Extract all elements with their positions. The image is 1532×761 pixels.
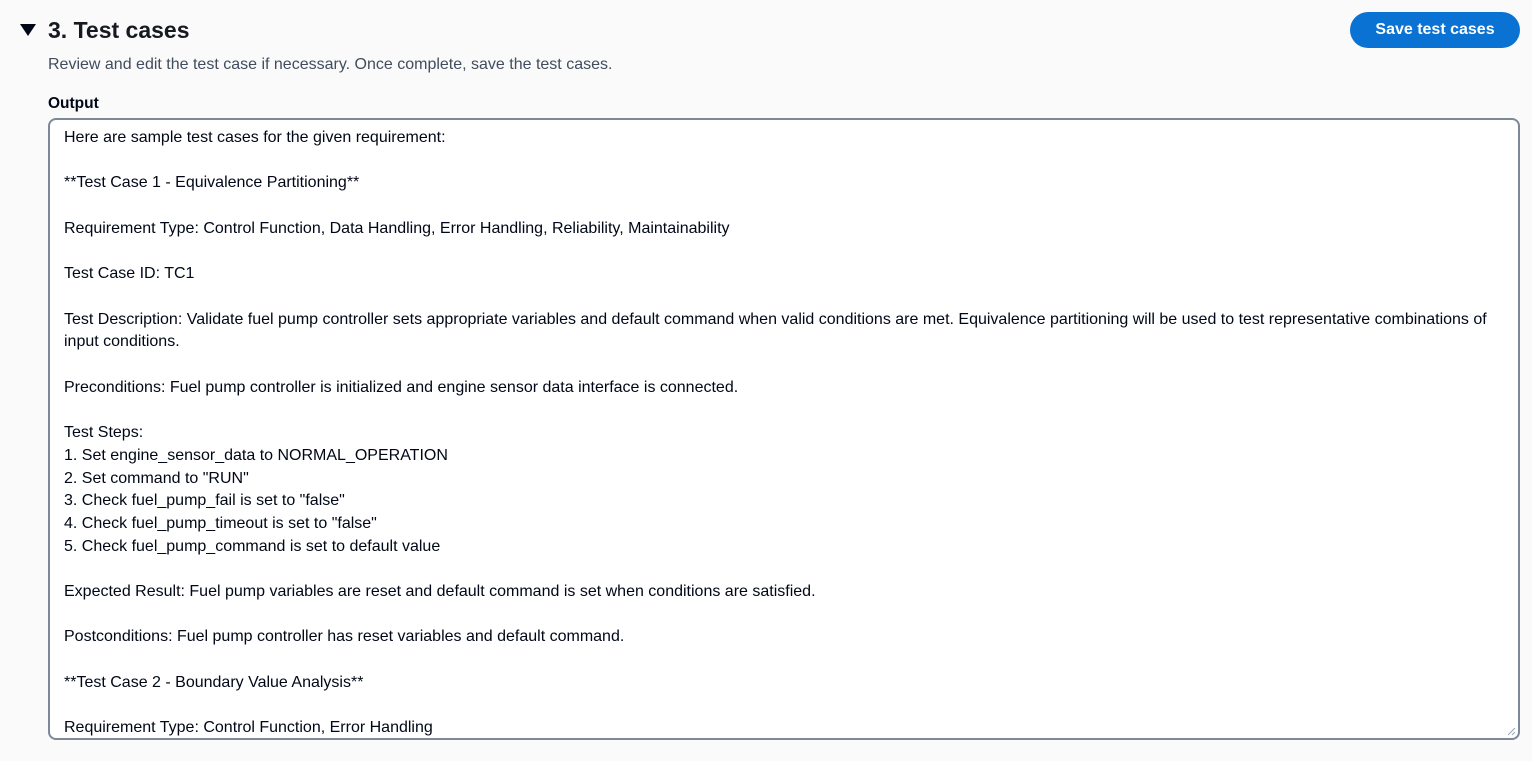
save-test-cases-button[interactable]: Save test cases <box>1350 12 1520 48</box>
output-field-container <box>48 118 1520 740</box>
section-title: 3. Test cases <box>48 17 190 43</box>
output-textarea[interactable] <box>50 120 1518 738</box>
output-label: Output <box>48 95 99 112</box>
expand-toggle[interactable] <box>18 20 38 40</box>
caret-down-icon <box>18 20 38 40</box>
section-description: Review and edit the test case if necessary. Once complete, save the test cases. <box>48 56 613 73</box>
section-header <box>0 0 1532 60</box>
